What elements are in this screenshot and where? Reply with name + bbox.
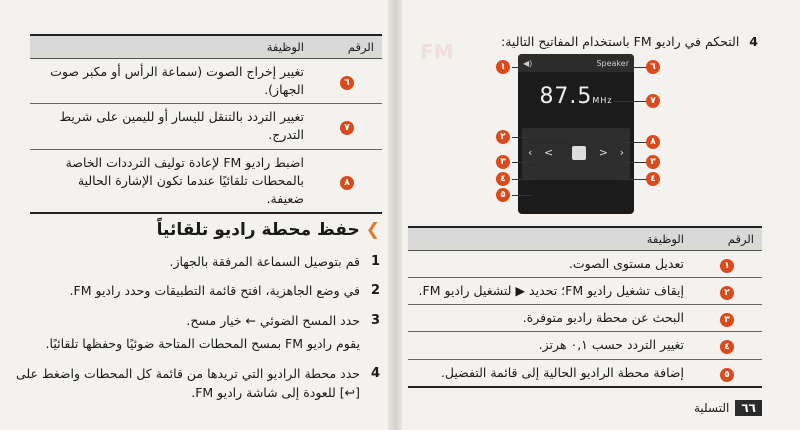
power-icon (572, 146, 586, 160)
table-row (408, 359, 762, 387)
row-number-badge: ٤ (720, 340, 734, 354)
callout-badge: ١ (496, 60, 510, 74)
callout-badge: ٣ (646, 155, 660, 169)
bottom-function-table (408, 226, 762, 388)
row-number-badge: ٧ (340, 121, 354, 135)
callout-line (622, 179, 646, 180)
row-number-cell (692, 359, 762, 387)
table-row (30, 149, 382, 213)
speaker-label: Speaker (596, 58, 629, 68)
header-num: الرقم (312, 35, 382, 59)
row-number-badge: ٣ (720, 313, 734, 327)
table-row (408, 305, 762, 332)
step-number: 4 (370, 365, 380, 381)
table-row (408, 278, 762, 305)
row-function-text: إيقاف تشغيل راديو FM؛ تحديد ▶ لتشغيل راديو FM. (408, 278, 692, 305)
step4-heading (501, 34, 758, 49)
step-forward-icon: > (598, 146, 608, 159)
callout-badge: ٨ (646, 135, 660, 149)
row-number-cell (312, 149, 382, 213)
step-item (15, 281, 380, 304)
bleed-through: FM (420, 40, 454, 64)
page-footer (694, 400, 762, 416)
callout-line (612, 67, 646, 68)
callout-badge: ٥ (496, 188, 510, 202)
step-text: في وضع الجاهزية، افتح قائمة التطبيقات وحدد راديو FM. (69, 283, 360, 299)
callout-badge: ٦ (646, 60, 660, 74)
row-function-text: اضبط راديو FM لإعادة توليف الترددات الخاصة بالمحطات تلقائيًا عندما تكون الإشارة الحالية ضعيفة. (30, 149, 312, 213)
callout-badge: ٤ (496, 172, 510, 186)
volume-icon: ◀) (523, 58, 533, 68)
row-function-text: تغيير التردد بالتنقل لليسار أو لليمين على شريط التدرج. (30, 104, 312, 149)
table-row (408, 251, 762, 278)
step-back-icon: < (544, 146, 554, 159)
seek-forward-icon: › (619, 146, 624, 159)
radio-screen (518, 54, 634, 214)
callout-line (512, 67, 522, 68)
callout-line (620, 142, 646, 143)
step-number: 3 (370, 312, 380, 328)
row-number-badge: ٨ (340, 176, 354, 190)
row-number-badge: ١ (720, 259, 734, 273)
row-number-cell (312, 59, 382, 104)
header-function: الوظيفة (408, 227, 692, 251)
frequency-display (518, 84, 634, 109)
callout-line (622, 162, 646, 163)
footer-label: التسلية (694, 401, 730, 415)
step-number: 1 (370, 254, 380, 269)
header-function: الوظيفة (30, 35, 312, 59)
step-text: يقوم راديو FM بمسح المحطات المتاحة ضوئيًا وحفظها تلقائيًا. (45, 336, 360, 352)
row-number-cell (692, 251, 762, 278)
table-row (30, 59, 382, 104)
row-number-cell (692, 332, 762, 359)
top-function-table (30, 34, 382, 214)
callout-line (512, 162, 536, 163)
row-function-text: إضافة محطة الراديو الحالية إلى قائمة التفضيل. (408, 359, 692, 387)
callout-line (512, 195, 532, 196)
row-number-cell (692, 305, 762, 332)
section-heading (20, 220, 380, 240)
callout-badge: ٣ (496, 155, 510, 169)
callout-badge: ٤ (646, 172, 660, 186)
row-number-cell (692, 278, 762, 305)
row-function-text: البحث عن محطة راديو متوفرة. (408, 305, 692, 332)
frequency-unit: MHz (592, 96, 613, 105)
row-number-badge: ٦ (340, 76, 354, 90)
row-number-badge: ٢ (720, 286, 734, 300)
row-function-text: تغيير التردد حسب ٠,١ هرتز. (408, 332, 692, 359)
chevron-icon: ❯ (365, 220, 380, 240)
step-item (15, 252, 380, 275)
row-function-text: تغيير إخراج الصوت (سماعة الرأس أو مكبر صوت الجهاز). (30, 59, 312, 104)
callout-line (614, 101, 646, 102)
callout-badge: ٧ (646, 94, 660, 108)
page-number: ٦٦ (735, 400, 762, 416)
table-row (408, 332, 762, 359)
seek-back-icon: ‹ (528, 146, 533, 159)
step-number: 2 (370, 283, 380, 299)
step-text: قم بتوصيل السماعة المرفقة بالجهاز. (169, 254, 360, 269)
step-item (15, 364, 380, 407)
callout-line (512, 179, 536, 180)
callout-badge: ٢ (496, 130, 510, 144)
frequency-value: 87.5 (539, 84, 593, 109)
step-text: حدد المسح الضوئي ← خيار مسح. (186, 312, 360, 328)
row-number-badge: ٥ (720, 368, 734, 382)
row-function-text: تعديل مستوى الصوت. (408, 251, 692, 278)
section-title: حفظ محطة راديو تلقائياً (156, 220, 360, 240)
table-row (30, 104, 382, 149)
step4-text: التحكم في راديو FM باستخدام المفاتيح التالية: (501, 34, 740, 49)
page-gutter (388, 0, 402, 430)
step-text: حدد محطة الراديو التي تريدها من قائمة كل المحطات واضغط على [↩] للعودة إلى شاشة راديو FM. (15, 365, 360, 400)
steps-list (15, 252, 380, 412)
step-item (15, 311, 380, 358)
step-number: 4 (749, 34, 758, 49)
row-number-cell (312, 104, 382, 149)
callout-line (512, 137, 572, 138)
controls-panel (522, 128, 630, 180)
header-num: الرقم (692, 227, 762, 251)
